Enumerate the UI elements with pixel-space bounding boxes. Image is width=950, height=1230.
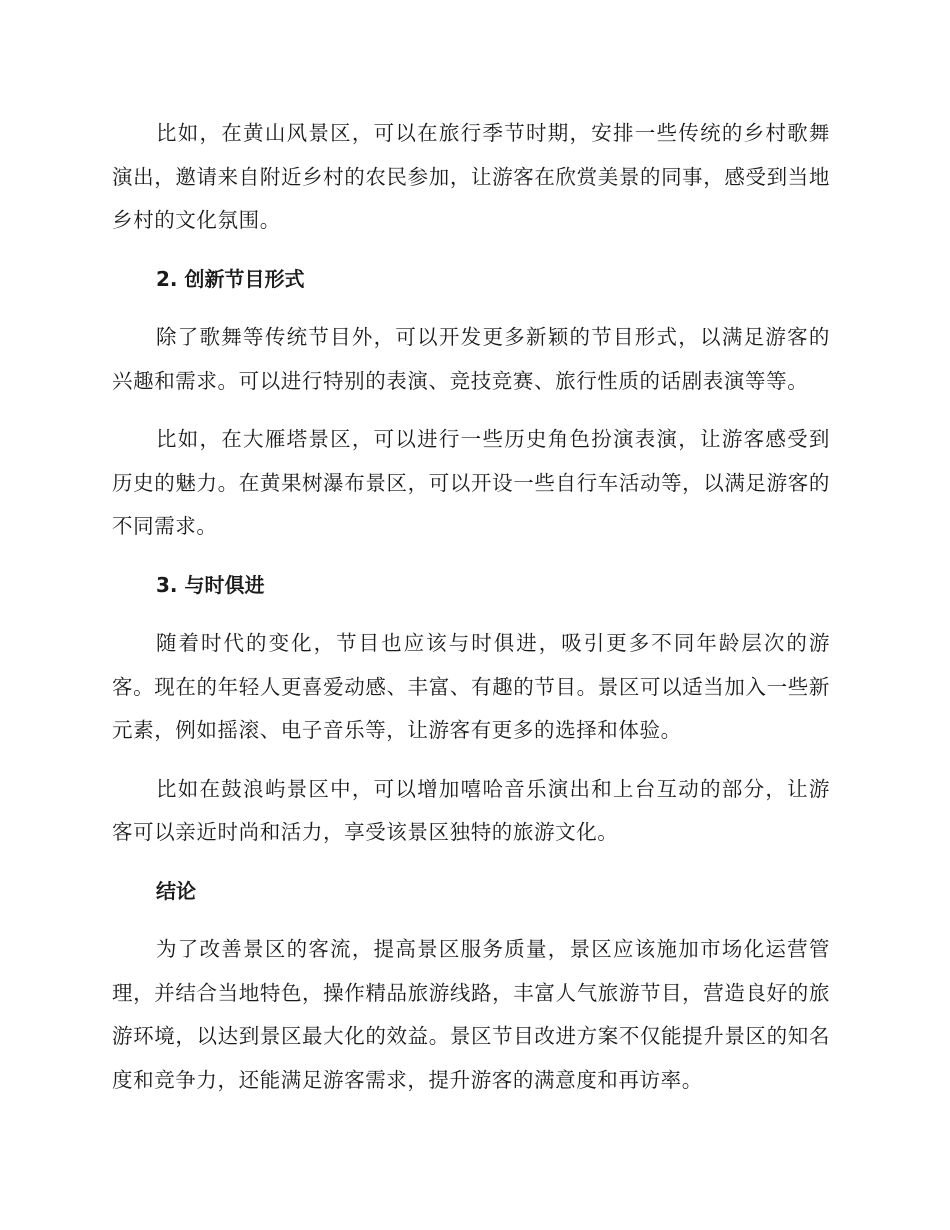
section-heading-innovation: 2. 创新节目形式 [156,266,305,291]
paragraph-new-elements: 随着时代的变化，节目也应该与时俱进，吸引更多不同年龄层次的游客。现在的年轻人更喜爱动感、丰富、有趣的节目。景区可以适当加入一些新元素，例如摇滚、电子音乐等，让游客有更多的选择和体验。 [112,631,830,742]
spacer [112,243,830,258]
section-heading-keep-pace: 3. 与时俱进 [156,572,265,597]
paragraph-conclusion: 为了改善景区的客流，提高景区服务质量，景区应该施加市场化运营管理，并结合当地特色，操作精品旅游线路，丰富人气旅游节目，营造良好的旅游环境，以达到景区最大化的效益。景区节目改进方案不仅能提升景区的知名度和竞争力，还能满足游客需求，提升游客的满意度和再访率。 [112,937,830,1092]
spacer [112,403,830,418]
section-heading-conclusion: 结论 [156,878,196,903]
spacer [112,855,830,870]
paragraph-new-formats: 除了歌舞等传统节目外，可以开发更多新颖的节目形式，以满足游客的兴趣和需求。可以进行特别的表演、竞技竞赛、旅行性质的话剧表演等等。 [112,325,830,393]
spacer [112,753,830,768]
paragraph-gulangyu-example: 比如在鼓浪屿景区中，可以增加嘻哈音乐演出和上台互动的部分，让游客可以亲近时尚和活力，享受该景区独特的旅游文化。 [112,776,830,844]
document-page [112,112,830,1102]
spacer [112,607,830,622]
spacer [112,549,830,564]
spacer [112,301,830,316]
spacer [112,913,830,928]
paragraph-huangshan-example: 比如，在黄山风景区，可以在旅行季节时期，安排一些传统的乡村歌舞演出，邀请来自附近乡村的农民参加，让游客在欣赏美景的同事，感受到当地乡村的文化氛围。 [112,121,830,232]
paragraph-dayanta-example: 比如，在大雁塔景区，可以进行一些历史角色扮演表演，让游客感受到历史的魅力。在黄果树瀑布景区，可以开设一些自行车活动等，以满足游客的不同需求。 [112,427,830,538]
